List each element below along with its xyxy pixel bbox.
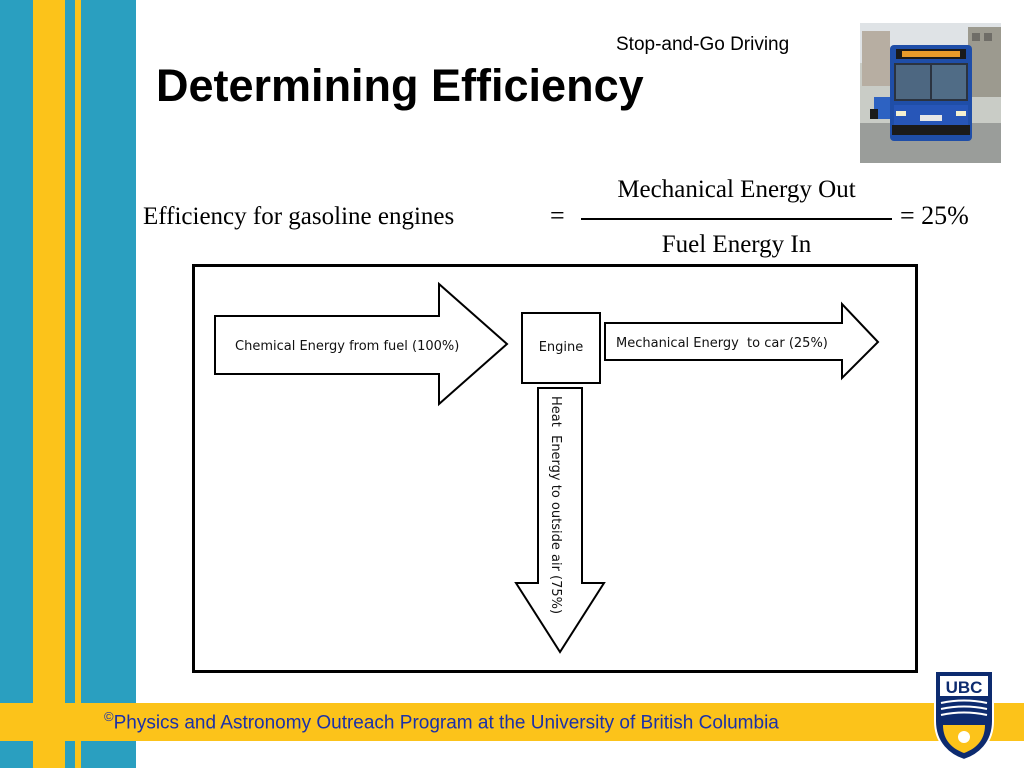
formula-denominator: Fuel Energy In xyxy=(661,231,812,258)
heat-energy-label: Heat Energy to outside air (75%) xyxy=(548,396,563,615)
slide-subtitle: Stop-and-Go Driving xyxy=(616,34,790,55)
copyright-symbol: © xyxy=(104,709,114,724)
formula-result: = 25% xyxy=(900,201,969,230)
formula-fraction-bar xyxy=(581,218,892,220)
formula-lhs: Efficiency for gasoline engines xyxy=(143,203,455,230)
input-energy-label: Chemical Energy from fuel (100%) xyxy=(235,339,460,354)
footer-credit xyxy=(104,709,779,734)
ubc-crest-logo xyxy=(933,669,995,761)
slide-title: Determining Efficiency xyxy=(156,60,644,111)
energy-flow-diagram xyxy=(192,264,918,673)
ubc-logo-text: UBC xyxy=(945,678,983,697)
formula-equals-sign: = xyxy=(550,201,565,230)
efficiency-formula xyxy=(0,0,1024,270)
engine-label: Engine xyxy=(538,340,584,355)
footer-credit-text: Physics and Astronomy Outreach Program at the University of British Columbia xyxy=(113,712,779,734)
formula-numerator: Mechanical Energy Out xyxy=(617,176,856,203)
output-energy-label: Mechanical Energy to car (25%) xyxy=(616,336,828,351)
